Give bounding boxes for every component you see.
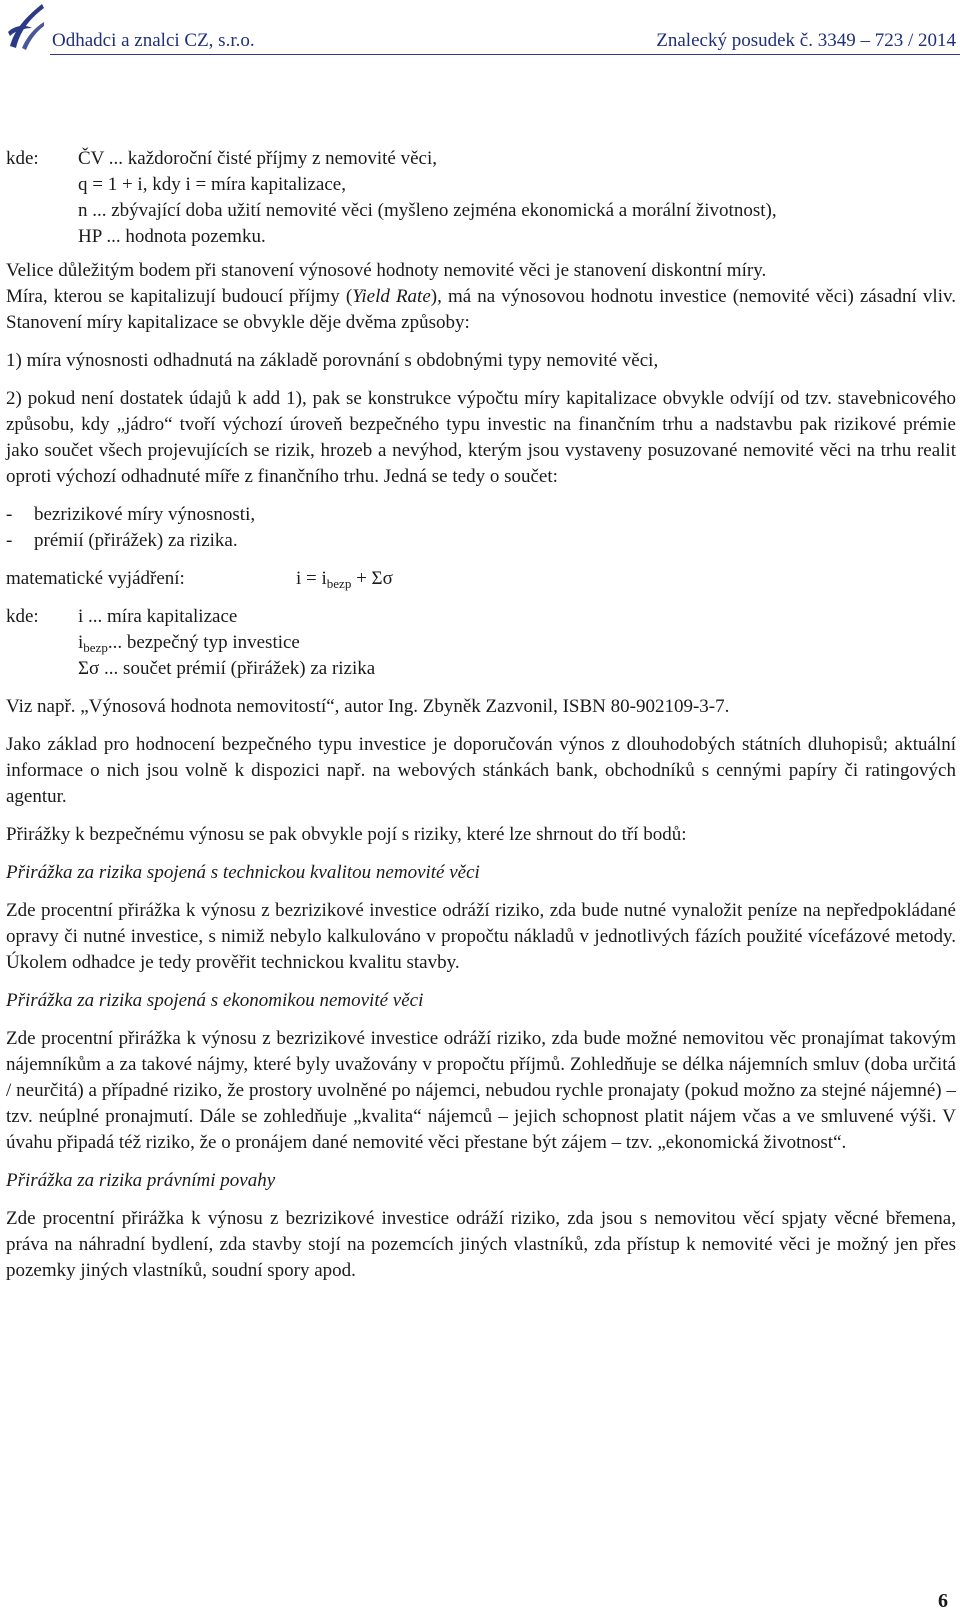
definitions-list (78, 146, 777, 250)
math-definitions-label: kde: (6, 606, 39, 627)
section-body: Zde procentní přirážka k výnosu z bezrizikové investice odráží riziko, zda jsou s nemovitou věcí spjaty věcné břemena, práva na náhradní bydlení, zda stavby stojí na pozemcích jiných vlastníků, zda přístup k nemovité věci je možný jen přes pozemky jiných vlastníků, soudní spory apod. (6, 1208, 956, 1281)
definitions-label: kde: (6, 148, 39, 169)
method-item-1: 1) míra výnosnosti odhadnutá na základě porovnání s obdobnými typy nemovité věci, (6, 350, 659, 371)
math-formula: $i = i_{bezp} + \Sigma\sigma$ (296, 568, 393, 591)
header-divider (50, 54, 960, 55)
definition-line: n ... zbývající doba užití nemovité věci (myšleno zejména ekonomická a morální životnost), (78, 200, 777, 221)
section-heading: Přirážka za rizika spojená s ekonomikou nemovité věci (6, 990, 424, 1011)
yield-rate-term: Yield Rate (352, 286, 431, 307)
section-heading: Přirážka za rizika spojená s technickou kvalitou nemovité věci (6, 862, 480, 883)
list-item: - prémií (přirážek) za rizika. (6, 530, 238, 551)
definition-line: ČV ... každoroční čisté příjmy z nemovité věci, (78, 148, 437, 169)
section-body: Zde procentní přirážka k výnosu z bezrizikové investice odráží riziko, zda bude možné nemovitou věc pronajímat takovým nájemníkům a za takové nájmy, které byly uvažovány v propočtu příjmů. Zohledňuje se délka nájemních smluv (doba určitá / neurčitá) a případné riziko, že prostory uvolněné po nájemci, nebudou rychle pronajaty (pokud možno za stejné nájemné) – tzv. neúplné pronajmutí. Dále se zohledňuje „kvalita“ nájemců – jejich schopnost platit nájem včas a ve smluvené výši. V úvahu připadá též riziko, že o pronájem dané nemovité věci přestane být zájem – tzv. „ekonomická životnost“. (6, 1028, 956, 1153)
math-label: matematické vyjádření: (6, 568, 185, 589)
company-name: Odhadci a znalci CZ, s.r.o. (52, 30, 255, 51)
math-expression (6, 566, 956, 592)
paragraph-surcharges: Přirážky k bezpečnému výnosu se pak obvykle pojí s riziky, které lze shrnout do tří bodů: (6, 824, 687, 845)
report-number: Znalecký posudek č. 3349 – 723 / 2014 (656, 30, 956, 51)
paragraph-basis: Jako základ pro hodnocení bezpečného typu investice je doporučován výnos z dlouhodobých státních dluhopisů; aktuální informace o nich jsou volně k dispozici např. na webových stánkách bank, obchodníků s cennými papíry či ratingových agentur. (6, 734, 956, 807)
section-body: Zde procentní přirážka k výnosu z bezrizikové investice odráží riziko, zda bude nutné vynaložit peníze na nepředpokládané opravy či nutné investice, s nimiž nebylo kalkulováno v propočtu nákladů v jednotlivých fázích použité vícefázové metody. Úkolem odhadce je tedy prověřit technickou kvalitu stavby. (6, 900, 956, 973)
method-item-2: 2) pokud není dostatek údajů k add 1), pak se konstrukce výpočtu míry kapitalizace obvykle odvíjí od tzv. stavebnicového způsobu, kdy „jádro“ tvoří výchozí úroveň bezpečného typu investic na finančním trhu a nadstavbu pak rizikové prémie jako součet všech projevujících se rizik, hrozeb a nevýhod, kterým jsou vystaveny posuzované nemovité věci na trhu realit oproti výchozí odhadnuté míře z finančního trhu. Jedná se tedy o součet: (6, 388, 956, 487)
list-item: - bezrizikové míry výnosnosti, (6, 504, 256, 525)
definition-line: $i_{bezp}$... bezpečný typ investice (78, 632, 300, 655)
paragraph-yield-rate: Míra, kterou se kapitalizují budoucí příjmy (Yield Rate), má na výnosovou hodnotu investice (nemovité věci) zásadní vliv. Stanovení míry kapitalizace se obvykle děje dvěma způsoby: (6, 286, 956, 333)
definition-line: i ... míra kapitalizace (78, 606, 238, 627)
section-heading: Přirážka za rizika právními povahy (6, 1170, 276, 1191)
page-header (0, 0, 960, 58)
definition-line: HP ... hodnota pozemku. (78, 226, 266, 247)
document-body (6, 146, 956, 1284)
formula-definitions (6, 146, 956, 250)
math-definitions (6, 604, 956, 682)
company-logo-icon (6, 2, 46, 50)
page-number: 6 (938, 1590, 948, 1612)
reference-note: Viz např. „Výnosová hodnota nemovitostí“, autor Ing. Zbyněk Zazvonil, ISBN 80-902109-3-7. (6, 696, 730, 717)
paragraph-discount-rate: Velice důležitým bodem při stanovení výnosové hodnoty nemovité věci je stanovení diskontní míry. (6, 260, 767, 281)
definition-line: Σσ ... součet prémií (přirážek) za rizika (78, 658, 376, 679)
definition-line: q = 1 + i, kdy i = míra kapitalizace, (78, 174, 346, 195)
